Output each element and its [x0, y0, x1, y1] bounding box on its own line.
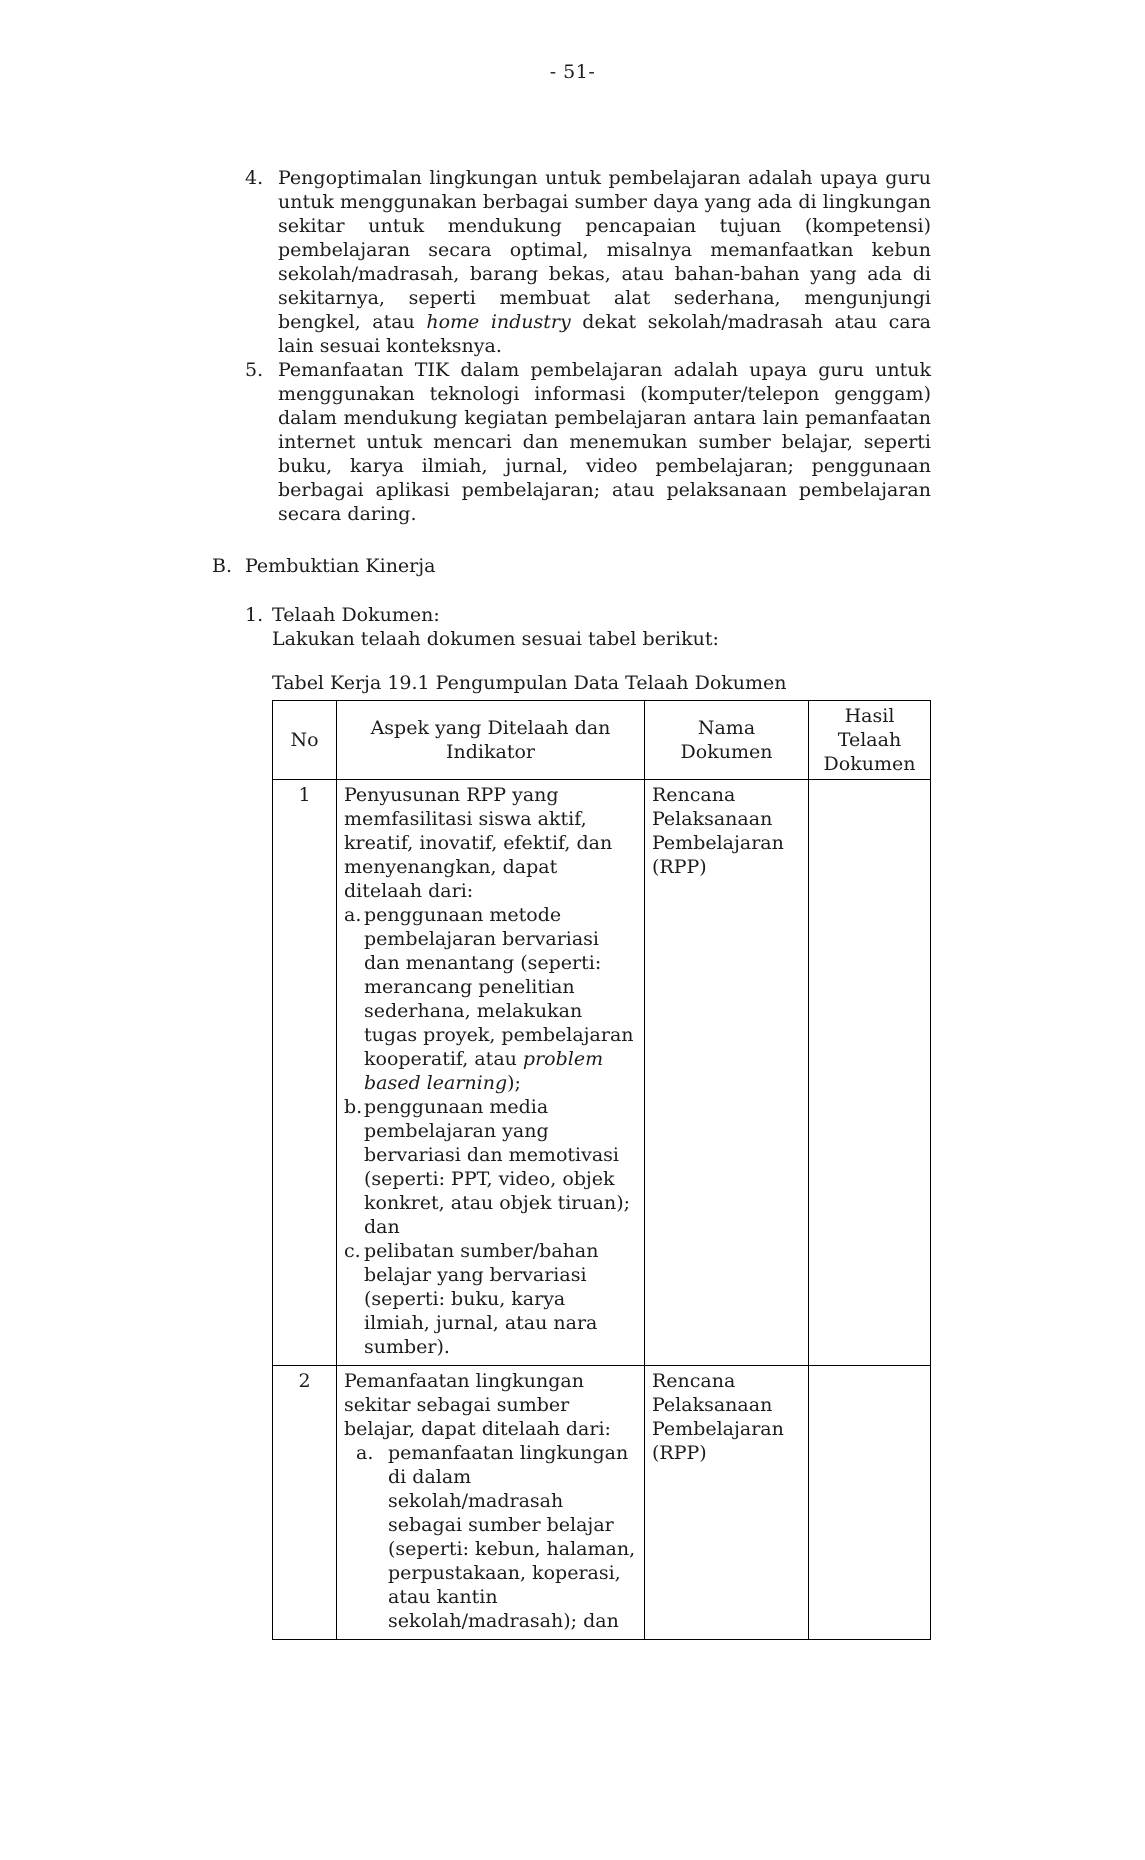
row-1-item-a-marker: a.	[344, 904, 362, 926]
row-2-item-a-marker: a.	[356, 1442, 374, 1464]
subsection-1-title: Telaah Dokumen:	[272, 604, 440, 626]
row-2-no: 2	[273, 1366, 337, 1640]
row-1-item-a-pre: penggunaan metode pembelajaran bervariasi dan menantang (seperti: merancang penelitian sederhana, melakukan tugas proyek, pembelajaran kooperatif, atau	[364, 904, 634, 1070]
list-item-4-text-pre: Pengoptimalan lingkungan untuk pembelajaran adalah upaya guru untuk menggunakan berbagai sumber daya yang ada di lingkungan sekitar untuk mendukung pencapaian tujuan (kompetensi) pembelajaran secara optimal, misalnya memanfaatkan kebun sekolah/madrasah, barang bekas, atau bahan-bahan yang ada di sekitarnya, seperti membuat alat sederhana, mengunjungi bengkel, atau	[278, 167, 931, 333]
section-b-title: Pembuktian Kinerja	[245, 555, 436, 577]
list-item-5-marker: 5.	[245, 359, 264, 381]
list-item-5	[245, 358, 931, 526]
section-b-heading	[212, 554, 1145, 578]
row-1-aspek-item-c	[344, 1239, 637, 1359]
header-nama: Nama Dokumen	[645, 701, 809, 780]
row-1-item-c-marker: c.	[344, 1240, 361, 1262]
header-no: No	[273, 701, 337, 780]
row-1-item-b-text: penggunaan media pembelajaran yang bervariasi dan memotivasi (seperti: PPT, video, objek konkret, atau objek tiruan); dan	[364, 1096, 631, 1238]
page-number: - 51-	[549, 61, 596, 83]
document-page	[0, 60, 1145, 1640]
numbered-list	[245, 166, 931, 526]
row-1-item-a-italic: problem based learning	[364, 1048, 604, 1094]
list-item-4-text-post: dekat sekolah/madrasah atau cara lain sesuai konteksnya.	[278, 311, 931, 357]
list-item-4	[245, 166, 931, 358]
section-b-marker: B.	[212, 555, 233, 577]
header-hasil: Hasil Telaah Dokumen	[809, 701, 931, 780]
subsection-1-marker: 1.	[245, 604, 264, 626]
row-1-item-c-text: pelibatan sumber/bahan belajar yang bervariasi (seperti: buku, karya ilmiah, jurnal, atau nara sumber).	[364, 1240, 599, 1358]
list-item-4-text	[278, 166, 931, 358]
header-aspek: Aspek yang Ditelaah dan Indikator	[337, 701, 645, 780]
row-2-aspek	[337, 1366, 645, 1640]
table-row	[273, 1366, 931, 1640]
row-2-aspek-item-a	[356, 1441, 637, 1633]
row-2-item-a-text: pemanfaatan lingkungan di dalam sekolah/madrasah sebagai sumber belajar (seperti: kebun, halaman, perpustakaan, koperasi, atau kantin sekolah/madrasah); dan	[388, 1442, 636, 1632]
list-item-4-marker: 4.	[245, 167, 264, 189]
row-2-aspek-intro: Pemanfaatan lingkungan sekitar sebagai sumber belajar, dapat ditelaah dari:	[344, 1370, 611, 1440]
row-2-hasil-telaah	[809, 1366, 931, 1640]
subsection-1-instruction: Lakukan telaah dokumen sesuai tabel berikut:	[272, 628, 719, 650]
row-1-nama-dokumen: Rencana Pelaksanaan Pembelajaran (RPP)	[645, 780, 809, 1366]
row-1-aspek-item-a	[344, 903, 637, 1095]
row-1-no: 1	[273, 780, 337, 1366]
row-1-aspek-intro: Penyusunan RPP yang memfasilitasi siswa aktif, kreatif, inovatif, efektif, dan menyenangkan, dapat ditelaah dari:	[344, 784, 613, 902]
table-row	[273, 780, 931, 1366]
row-1-item-a-post: );	[507, 1072, 521, 1094]
table-caption: Tabel Kerja 19.1 Pengumpulan Data Telaah Dokumen	[272, 672, 787, 694]
telaah-dokumen-table	[272, 700, 931, 1640]
row-1-aspek	[337, 780, 645, 1366]
row-1-hasil-telaah	[809, 780, 931, 1366]
list-item-4-text-italic: home industry	[426, 311, 571, 333]
row-2-nama-dokumen: Rencana Pelaksanaan Pembelajaran (RPP)	[645, 1366, 809, 1640]
list-item-5-text: Pemanfaatan TIK dalam pembelajaran adalah upaya guru untuk menggunakan teknologi informasi (komputer/telepon genggam) dalam mendukung kegiatan pembelajaran antara lain pemanfaatan internet untuk mencari dan menemukan sumber belajar, seperti buku, karya ilmiah, jurnal, video pembelajaran; penggunaan berbagai aplikasi pembelajaran; atau pelaksanaan pembelajaran secara daring.	[278, 359, 931, 525]
table-header-row	[273, 701, 931, 780]
row-1-item-b-marker: b.	[344, 1096, 363, 1118]
row-1-aspek-item-b	[344, 1095, 637, 1239]
row-1-item-a-text	[364, 903, 637, 1095]
subsection-1-heading	[245, 603, 1145, 627]
